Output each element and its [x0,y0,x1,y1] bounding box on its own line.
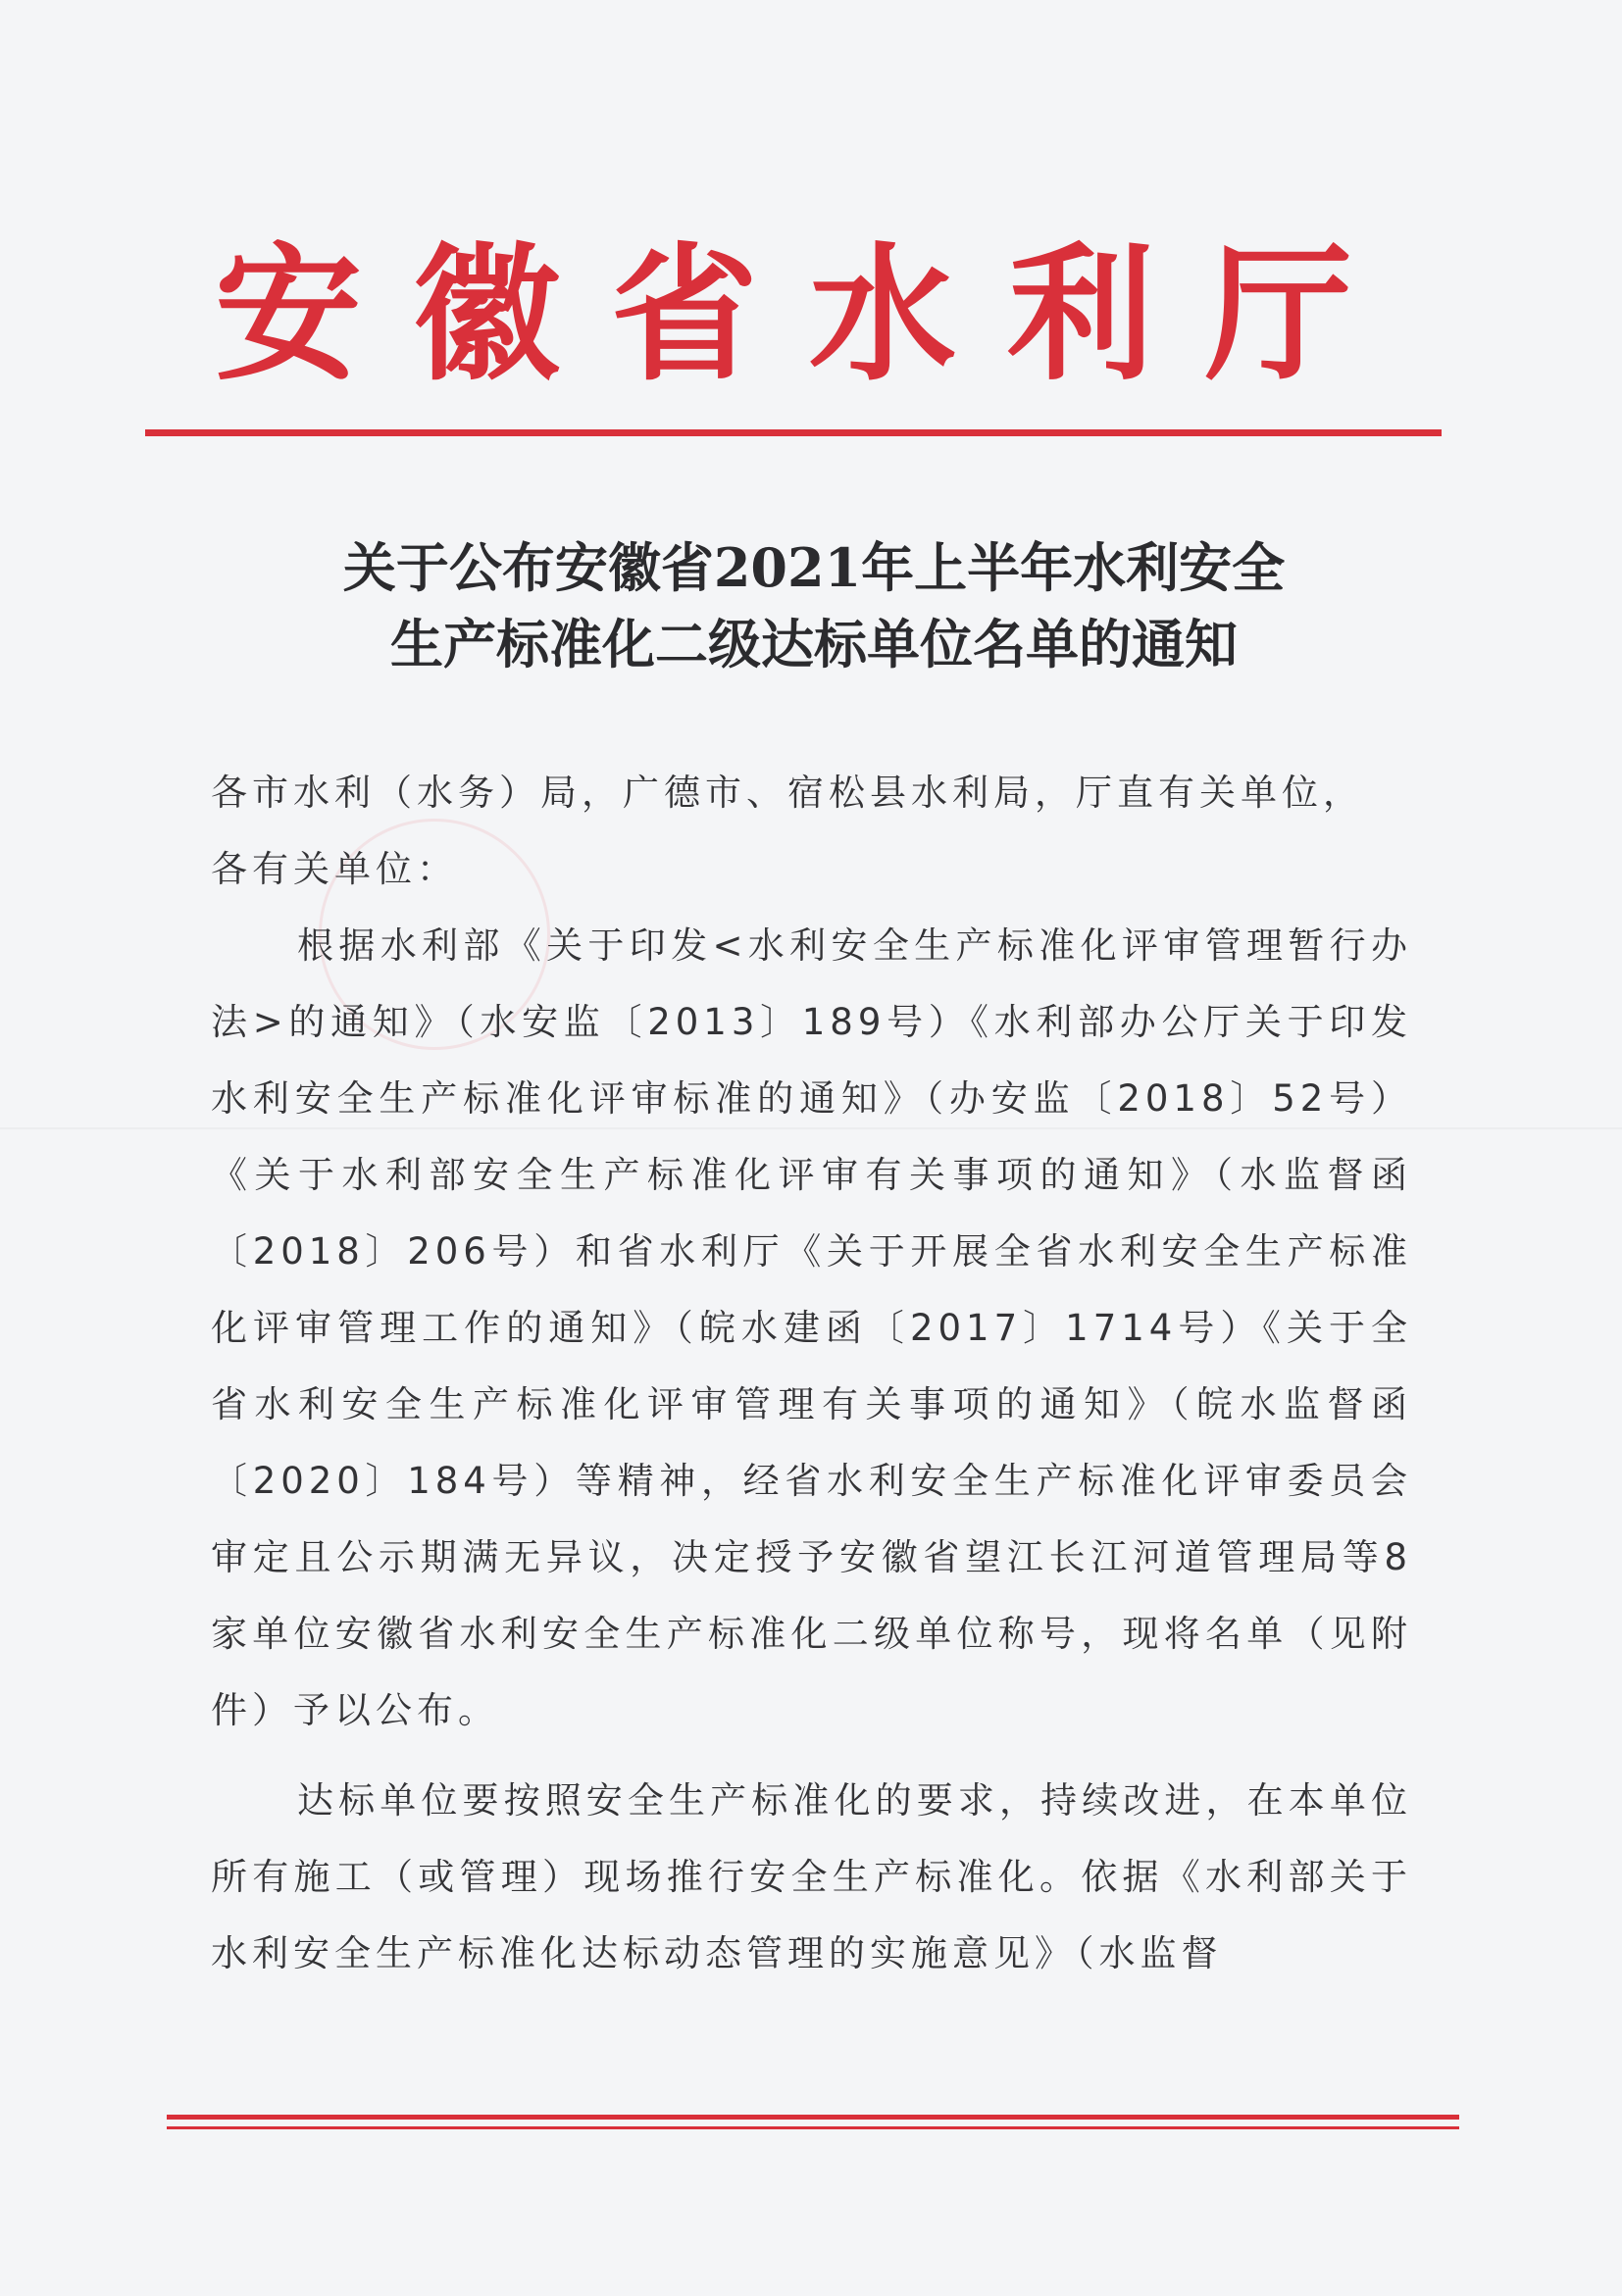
masthead-title: 安徽省水利厅 [214,230,1403,401]
document-title-line-1: 关于公布安徽省2021年上半年水利安全 [342,536,1286,599]
footer-red-rule-thin [167,2126,1459,2129]
document-title [157,529,1471,682]
document-body [211,755,1412,1992]
body-paragraph-1: 根据水利部《关于印发<水利安全生产标准化评审管理暂行办法>的通知》（水安监〔2013〕189号）《水利部办公厅关于印发水利安全生产标准化评审标准的通知》（办安监〔2018〕52号）《关于水利部安全生产标准化评审有关事项的通知》（水监督函〔2018〕206号）和省水利厅《关于开展全省水利安全生产标准化评审管理工作的通知》（皖水建函〔2017〕1714号）《关于全省水利安全生产标准化评审管理有关事项的通知》（皖水监督函〔2020〕184号）等精神，经省水利安全生产标准化评审委员会审定且公示期满无异议，决定授予安徽省望江长江河道管理局等8家单位安徽省水利安全生产标准化二级单位称号，现将名单（见附件）予以公布。 [211,924,1412,1731]
footer-red-rule-thick [167,2115,1459,2120]
document-title-line-2: 生产标准化二级达标单位名单的通知 [390,613,1238,675]
salutation-line-1: 各市水利（水务）局，广德市、宿松县水利局，厅直有关单位， [211,772,1364,814]
body-paragraph-2: 达标单位要按照安全生产标准化的要求，持续改进，在本单位所有施工（或管理）现场推行安全生产标准化。依据《水利部关于水利安全生产标准化达标动态管理的实施意见》（水监督 [211,1779,1412,1974]
salutation-line-2: 各有关单位： [211,848,458,890]
masthead-red-rule [145,429,1442,436]
